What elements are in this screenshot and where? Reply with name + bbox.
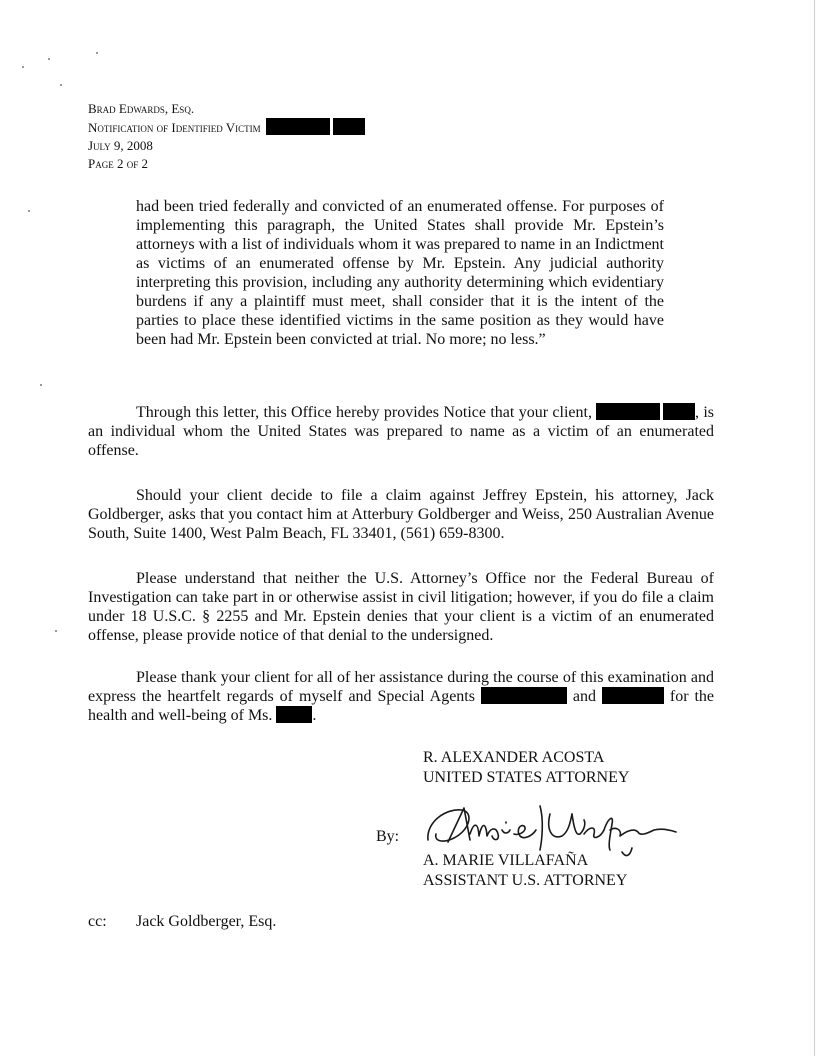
scan-speck [22,66,24,68]
signer-title: ASSISTANT U.S. ATTORNEY [423,872,628,889]
recipient-name: Brad Edwards, Esq. [88,101,195,116]
redaction-box [602,687,664,704]
scan-speck [55,630,57,632]
letter-header [88,100,365,173]
understand-paragraph: Please understand that neither the U.S. Attorney’s Office nor the Federal Bureau of Investigation can take part in or otherwise assist in civil litigation; however, if you do file a claim under 18 U.S.C. § 2255 and Mr. Epstein denies that your client is a victim of an enumerated offense, please provide notice of that denial to the undersigned. [88,570,714,644]
redaction-box [596,403,660,420]
redaction-box [663,403,695,420]
notice-paragraph [88,403,714,460]
by-label: By: [376,828,400,845]
scan-speck [40,384,42,386]
scan-speck [48,58,50,60]
thanks-text-start: Please thank your client for all of her assistance during the course of this examination and express the heartfelt regards of myself and Special Agents [88,669,714,705]
thanks-and: and [572,688,596,705]
signer-name: A. MARIE VILLAFAÑA [423,852,589,869]
scan-speck [28,210,30,212]
thanks-period: . [312,707,317,724]
cc-label: cc: [88,913,107,930]
page-number: Page 2 of 2 [88,156,148,171]
subject-line [88,118,365,137]
notice-text-start: Through this letter, this Office hereby provides Notice that your client, [136,404,592,421]
scan-edge [814,0,815,1056]
subject-text: Notification of Identified Victim [88,120,261,135]
redaction-box [266,118,330,135]
thanks-paragraph [88,668,714,725]
cc-line [88,913,276,931]
redaction-box [481,687,567,704]
us-attorney-name: R. ALEXANDER ACOSTA [423,749,605,766]
redaction-box [333,118,365,135]
quoted-paragraph: had been tried federally and convicted of an enumerated offense. For purposes of implementing this paragraph, the United States shall provide Mr. Epstein’s attorneys with a list of individuals whom it was prepared to name in an Indictment as victims of an enumerated offense by Mr. Epstein. Any judicial authority interpreting this provision, including any authority determining which evidentiary burdens if any a plaintiff must meet, shall consider that it is the intent of the parties to place these identified victims in the same position as they would have been had Mr. Epstein been convicted at trial. No more; no less.” [136,198,664,348]
redaction-box [276,706,312,723]
notice-text-end: , is an individual whom the United States was prepared to name as a victim of an enumerated offense. [88,404,714,459]
contact-paragraph: Should your client decide to file a claim against Jeffrey Epstein, his attorney, Jack Goldberger, asks that you contact him at Atterbury Goldberger and Weiss, 250 Australian Avenue South, Suite 1400, West Palm Beach, FL 33401, (561) 659-8300. [88,487,714,542]
scan-speck [96,52,98,54]
cc-recipient: Jack Goldberger, Esq. [136,913,277,930]
thanks-text-end: for the health and well-being of Ms. [88,688,715,724]
letter-date: July 9, 2008 [88,138,153,153]
us-attorney-title: UNITED STATES ATTORNEY [423,769,630,786]
scan-speck [60,84,62,86]
